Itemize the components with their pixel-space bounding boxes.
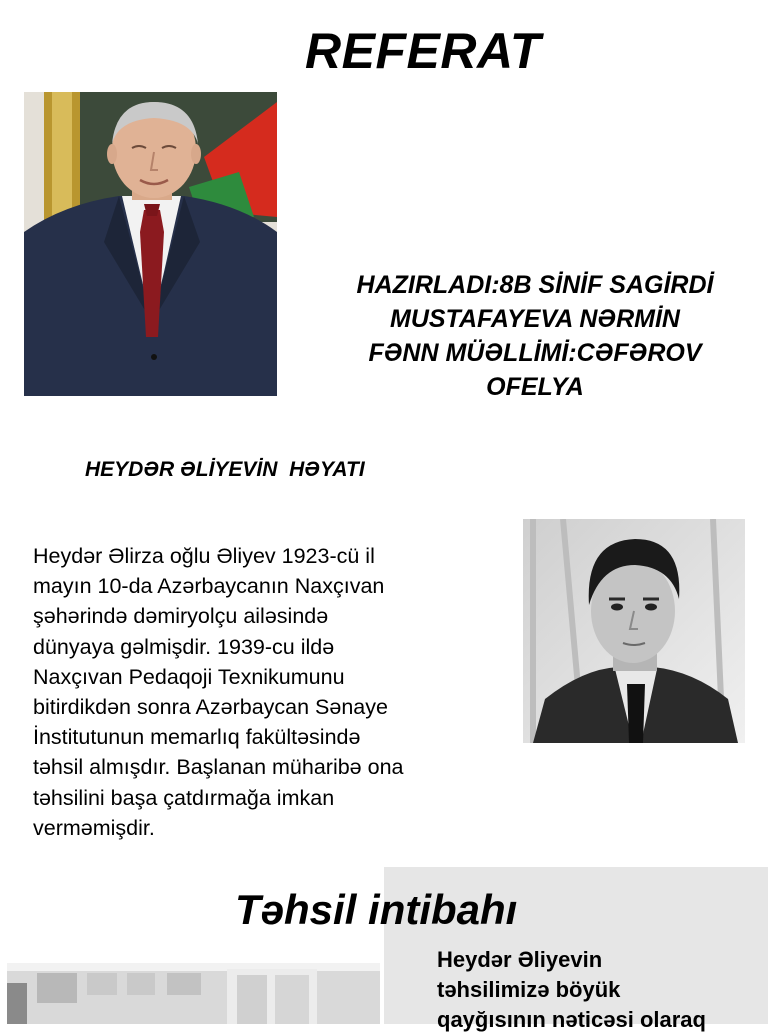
- section-intro: [437, 945, 706, 1035]
- room-photo: [7, 963, 380, 1024]
- bio-line: mayın 10-da Azərbaycanın Naxçıvan: [33, 574, 385, 599]
- document-title: REFERAT: [305, 23, 541, 79]
- bio-line: verməmişdir.: [33, 815, 155, 840]
- intro-line: qayğısının nəticəsi olaraq: [437, 1007, 706, 1032]
- bio-line: təhsil almışdır. Başlanan müharibə ona: [33, 755, 404, 780]
- bio-line: təhsilini başa çatdırmağa imkan: [33, 785, 335, 810]
- credits-line: OFELYA: [486, 373, 584, 401]
- credits-line: FƏNN MÜƏLLİMİ:CƏFƏROV: [368, 339, 702, 367]
- intro-line: təhsilimizə böyük: [437, 977, 621, 1002]
- bio-line: şəhərində dəmiryolçu ailəsində: [33, 604, 329, 629]
- section-title: Təhsil intibahı: [235, 886, 518, 933]
- credits-line: MUSTAFAYEVA NƏRMİN: [390, 305, 680, 333]
- portrait-photo-young: [523, 519, 745, 743]
- credits-block: [300, 268, 768, 404]
- biography-paragraph: [33, 541, 503, 843]
- bio-line: İnstitutunun memarlıq fakültəsində: [33, 725, 361, 750]
- portrait-photo-elder: [24, 92, 277, 396]
- credits-line: HAZIRLADI:8B SİNİF SAGİRDİ: [356, 271, 714, 299]
- bio-line: dünyaya gəlmişdir. 1939-cu ildə: [33, 634, 335, 659]
- bio-line: Heydər Əlirza oğlu Əliyev 1923-cü il: [33, 544, 375, 568]
- intro-line: Heydər Əliyevin: [437, 947, 603, 972]
- section-subheading: HEYDƏR ƏLİYEVİN HƏYATI: [85, 458, 365, 481]
- bio-line: Naxçıvan Pedaqoji Texnikumunu: [33, 664, 345, 689]
- bio-line: bitirdikdən sonra Azərbaycan Sənaye: [33, 695, 388, 720]
